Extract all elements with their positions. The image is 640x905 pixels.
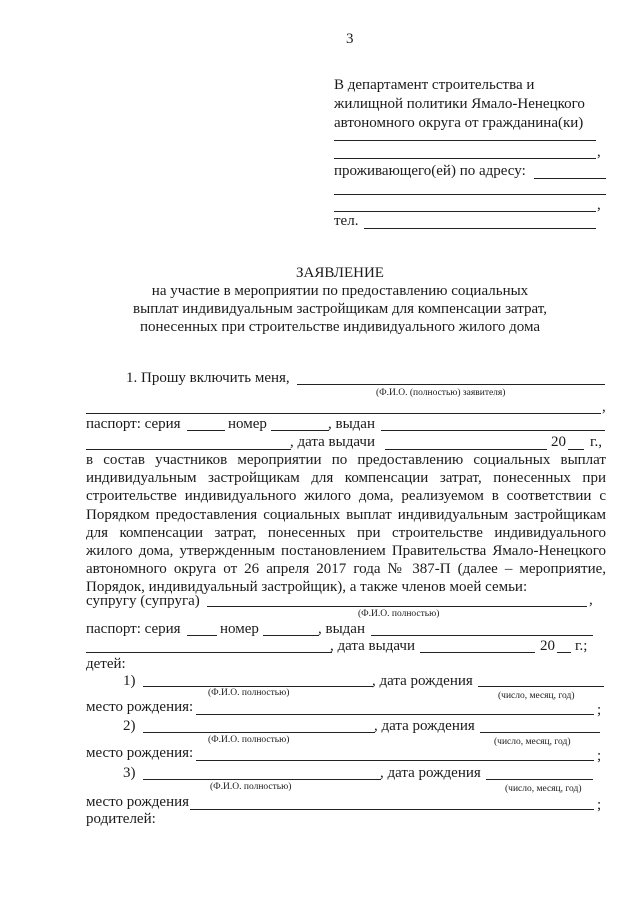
spouse-year-prefix: 20 bbox=[540, 638, 555, 654]
issued-by-field-2[interactable] bbox=[86, 449, 291, 450]
passport-series-label: паспорт: серия bbox=[86, 416, 181, 432]
child-2-birth-date-field[interactable] bbox=[480, 732, 600, 733]
child-2-fio-field[interactable] bbox=[143, 732, 375, 733]
address-field-1[interactable] bbox=[534, 178, 606, 179]
child-3-fio-hint: (Ф.И.О. полностью) bbox=[210, 782, 292, 792]
comma: , bbox=[589, 592, 593, 608]
page-number: 3 bbox=[346, 31, 354, 47]
child-3-date-hint: (число, месяц, год) bbox=[505, 784, 582, 794]
subtitle-line-3: понесенных при строительстве индивидуального жилого дома bbox=[139, 319, 541, 335]
child-1-birthplace-field[interactable] bbox=[196, 714, 594, 715]
comma: , bbox=[597, 197, 601, 213]
body-line: Порядок, индивидуальный застройщик), а также членов моей семьи: bbox=[86, 579, 528, 596]
passport-number-field[interactable] bbox=[271, 430, 329, 431]
semicolon: ; bbox=[597, 702, 602, 718]
year-suffix: г., bbox=[590, 434, 602, 450]
child-2-number: 2) bbox=[123, 718, 136, 734]
spouse-passport-number-label: номер bbox=[220, 621, 259, 637]
body-line: для компенсации затрат, понесенных при строительстве индивидуального bbox=[86, 524, 606, 541]
spouse-label: супругу (супруга) bbox=[86, 593, 200, 609]
issue-year-field[interactable] bbox=[568, 449, 584, 450]
subtitle-line-2: выплат индивидуальным застройщикам для компенсации затрат, bbox=[133, 301, 547, 317]
child-1-date-hint: (число, месяц, год) bbox=[498, 691, 575, 701]
phone-field[interactable] bbox=[364, 228, 596, 229]
request-text: 1. Прошу включить меня, bbox=[126, 370, 290, 386]
issue-date-field[interactable] bbox=[385, 449, 547, 450]
semicolon: ; bbox=[597, 797, 602, 813]
child-2-fio-hint: (Ф.И.О. полностью) bbox=[208, 735, 290, 745]
body-line: строительстве индивидуального жилого дома, реализуемом в соответствии с bbox=[86, 488, 606, 505]
residing-label: проживающего(ей) по адресу: bbox=[334, 163, 526, 179]
child-3-birth-date-label: , дата рождения bbox=[380, 765, 481, 781]
document-title: ЗАЯВЛЕНИЕ bbox=[296, 265, 384, 281]
child-1-fio-hint: (Ф.И.О. полностью) bbox=[208, 688, 290, 698]
issue-date-label: , дата выдачи bbox=[290, 434, 375, 450]
body-line: индивидуальным застройщикам для компенсации затрат, понесенных при bbox=[86, 470, 606, 487]
child-3-birth-date-field[interactable] bbox=[486, 779, 593, 780]
child-3-number: 3) bbox=[123, 765, 136, 781]
spouse-issue-date-label: , дата выдачи bbox=[330, 638, 415, 654]
child-3-fio-field[interactable] bbox=[143, 779, 381, 780]
year-prefix: 20 bbox=[551, 434, 566, 450]
spouse-issue-date-field[interactable] bbox=[420, 652, 535, 653]
passport-number-label: номер bbox=[228, 416, 267, 432]
body-line: автономного округа от 26 апреля 2017 года № 387-П (далее – мероприятие, bbox=[86, 561, 606, 578]
applicant-name-field-1[interactable] bbox=[334, 140, 596, 141]
spouse-issued-label: , выдан bbox=[318, 621, 365, 637]
spouse-fio-hint: (Ф.И.О. полностью) bbox=[358, 609, 440, 619]
spouse-issue-year-field[interactable] bbox=[557, 652, 571, 653]
comma: , bbox=[597, 144, 601, 160]
children-label: детей: bbox=[86, 656, 126, 672]
spouse-passport-series-field[interactable] bbox=[187, 635, 217, 636]
child-1-birth-date-field[interactable] bbox=[478, 686, 604, 687]
child-1-number: 1) bbox=[123, 673, 136, 689]
child-3-birthplace-label: место рождения bbox=[86, 794, 190, 810]
applicant-name-field-2[interactable] bbox=[334, 158, 596, 159]
spouse-issued-by-field-2[interactable] bbox=[86, 652, 332, 653]
address-field-3[interactable] bbox=[334, 211, 596, 212]
passport-series-field[interactable] bbox=[187, 430, 225, 431]
comma: , bbox=[602, 399, 606, 415]
child-3-birthplace-field[interactable] bbox=[190, 809, 594, 810]
spouse-issued-by-field[interactable] bbox=[371, 635, 593, 636]
applicant-fio-field[interactable] bbox=[297, 384, 605, 385]
spouse-fio-field[interactable] bbox=[207, 606, 587, 607]
child-2-birth-date-label: , дата рождения bbox=[374, 718, 475, 734]
phone-label: тел. bbox=[334, 213, 359, 229]
child-2-date-hint: (число, месяц, год) bbox=[494, 737, 571, 747]
child-2-birthplace-field[interactable] bbox=[196, 760, 594, 761]
body-line: жилого дома, утвержденным постановлением Правительства Ямало-Ненецкого bbox=[86, 543, 606, 560]
body-line: Порядком предоставления социальных выплат индивидуальным застройщикам bbox=[86, 506, 606, 523]
spouse-passport-series-label: паспорт: серия bbox=[86, 621, 181, 637]
body-paragraph bbox=[86, 451, 606, 597]
body-line: в состав участников мероприятии по предоставлению социальных выплат bbox=[86, 452, 606, 468]
spouse-passport-number-field[interactable] bbox=[263, 635, 319, 636]
addressee-line-1: В департамент строительства и bbox=[334, 77, 535, 93]
addressee-line-3: автономного округа от гражданина(ки) bbox=[334, 115, 584, 131]
issued-label: , выдан bbox=[328, 416, 375, 432]
subtitle-line-1: на участие в мероприятии по предоставлению социальных bbox=[151, 283, 529, 299]
issued-by-field[interactable] bbox=[381, 430, 605, 431]
address-field-2[interactable] bbox=[334, 194, 606, 195]
applicant-fio-field-2[interactable] bbox=[86, 413, 601, 414]
parents-label: родителей: bbox=[86, 811, 156, 827]
child-1-birth-date-label: , дата рождения bbox=[372, 673, 473, 689]
child-1-fio-field[interactable] bbox=[143, 686, 373, 687]
addressee-line-2: жилищной политики Ямало-Ненецкого bbox=[334, 96, 585, 112]
applicant-fio-hint: (Ф.И.О. (полностью) заявителя) bbox=[376, 388, 506, 398]
child-2-birthplace-label: место рождения: bbox=[86, 745, 194, 761]
spouse-year-suffix: г.; bbox=[575, 638, 588, 654]
semicolon: ; bbox=[597, 748, 602, 764]
child-1-birthplace-label: место рождения: bbox=[86, 699, 194, 715]
